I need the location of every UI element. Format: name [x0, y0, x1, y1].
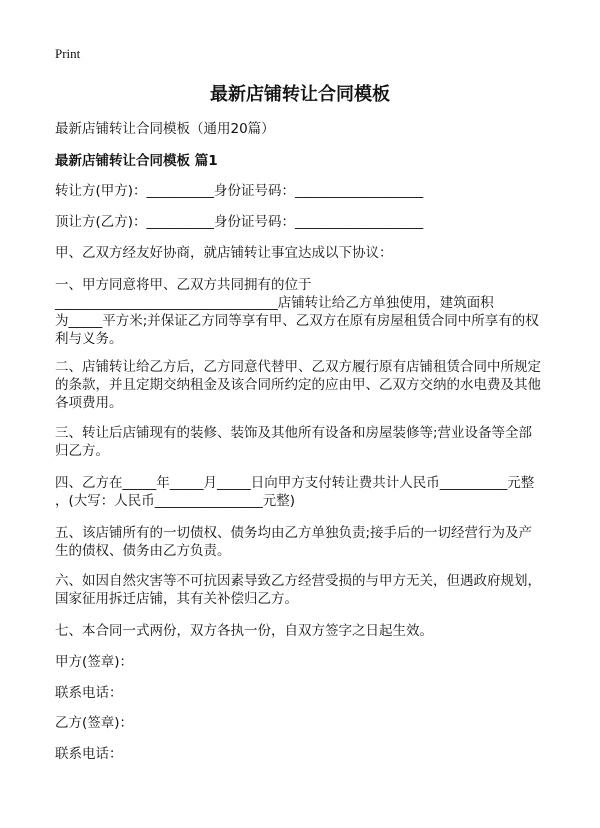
print-link[interactable]: Print: [55, 46, 81, 61]
paragraph-line: 顶让方(乙方)：__________身份证号码：___________________: [55, 214, 424, 230]
paragraph-line: 转让方(甲方)：__________身份证号码：___________________: [55, 183, 424, 199]
paragraph-line: 利与义务。: [55, 331, 123, 347]
paragraph-line: 七、本合同一式两份，双方各执一份，自双方签字之日起生效。: [55, 623, 433, 639]
paragraph-line: 国家征用拆迁店铺，其有关补偿归乙方。: [55, 591, 298, 607]
section-heading: 最新店铺转让合同模板 篇1: [55, 153, 218, 169]
paragraph-line: 五、该店铺所有的一切债权、债务均由乙方单独负责;接手后的一切经营行为及产: [55, 525, 533, 541]
paragraph-line: 联系电话：: [55, 685, 123, 701]
paragraph-line: 四、乙方在_____年_____月_____日向甲方支付转让费共计人民币__________元整: [55, 475, 535, 491]
paragraph-line: 六、如因自然灾害等不可抗因素导致乙方经营受损的与甲方无关，但遇政府规划，: [55, 573, 541, 589]
paragraph-line: 联系电话：: [55, 746, 123, 762]
paragraph-line: 的条款，并且定期交纳租金及该合同所约定的应由甲、乙双方交纳的水电费及其他: [55, 377, 541, 393]
paragraph-line: 一、甲方同意将甲、乙双方共同拥有的位于: [55, 277, 312, 293]
paragraph-line: _________________________________店铺转让给乙方单独使用，建筑面积: [55, 295, 494, 311]
paragraph-line: 归乙方。: [55, 443, 109, 459]
document-title: 最新店铺转让合同模板: [210, 84, 390, 105]
document-subtitle: 最新店铺转让合同模板（通用20篇）: [55, 121, 275, 137]
paragraph-line: ，(大写：人民币________________元整): [55, 493, 296, 509]
paragraph-line: 甲、乙双方经友好协商，就店铺转让事宜达成以下协议：: [55, 245, 393, 261]
paragraph-line: 甲方(签章)：: [55, 654, 134, 670]
paragraph-line: 为_____平方米;并保证乙方同等享有甲、乙双方在原有房屋租赁合同中所享有的权: [55, 313, 539, 329]
paragraph-line: 二、店铺转让给乙方后，乙方同意代替甲、乙双方履行原有店铺租赁合同中所规定: [55, 359, 541, 375]
paragraph-line: 乙方(签章)：: [55, 715, 134, 731]
paragraph-line: 生的债权、债务由乙方负责。: [55, 543, 231, 559]
paragraph-line: 三、转让后店铺现有的装修、装饰及其他所有设备和房屋装修等;营业设备等全部: [55, 425, 533, 441]
paragraph-line: 各项费用。: [55, 395, 123, 411]
